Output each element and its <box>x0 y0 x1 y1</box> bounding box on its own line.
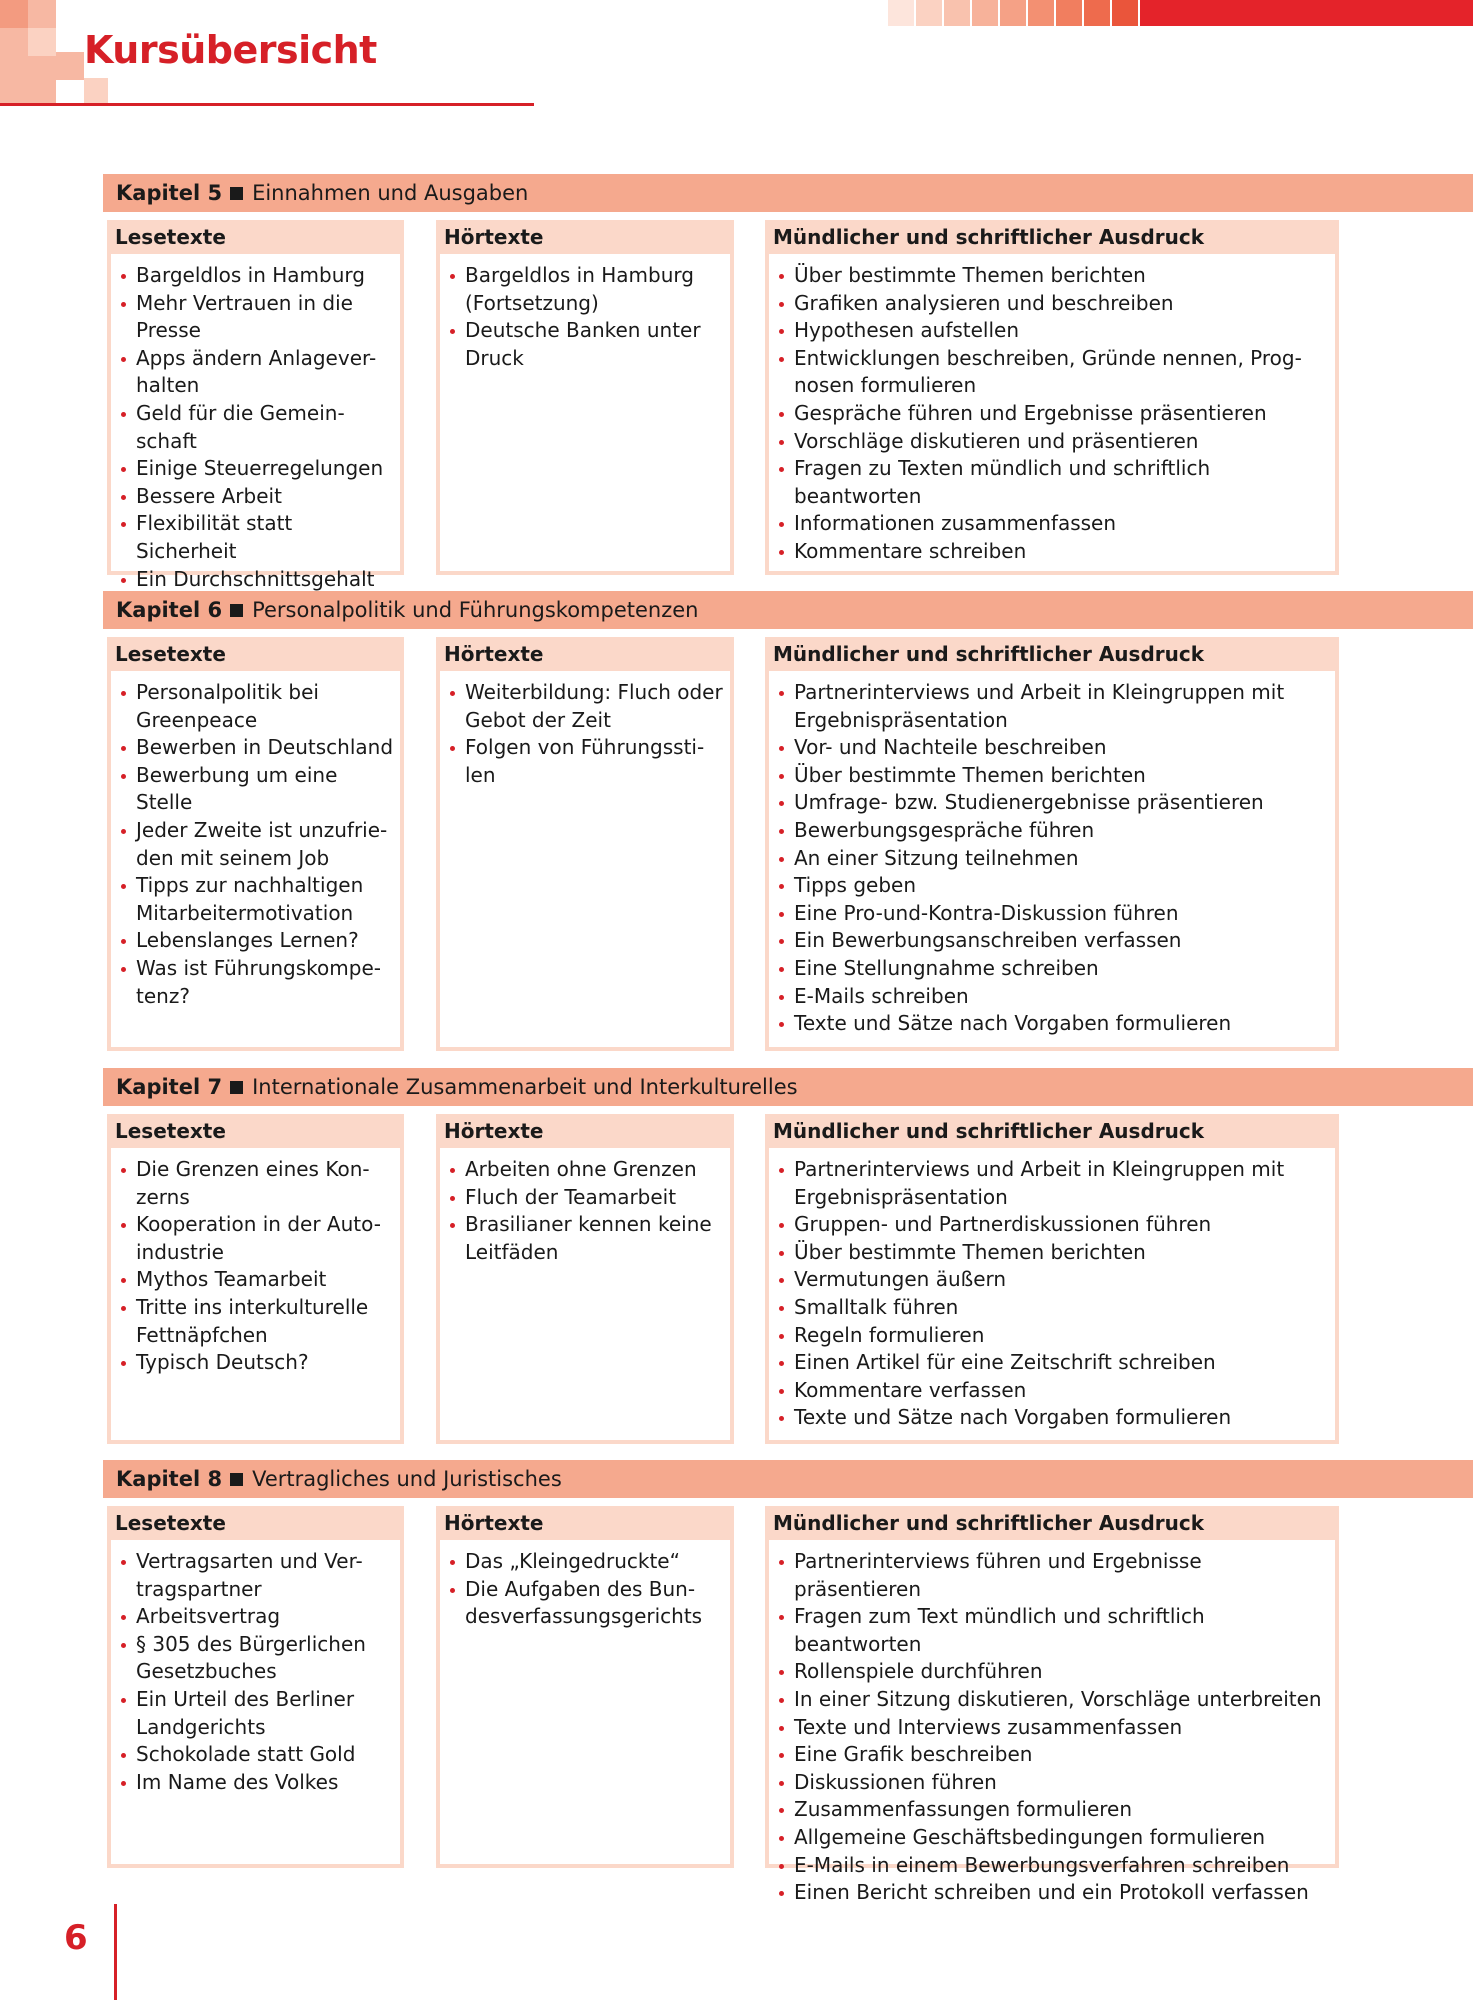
page-number-divider <box>114 1904 117 2000</box>
list-item: Geld für die Gemein-schaft <box>127 400 396 455</box>
list-item: Über bestimmte Themen berichten <box>785 262 1331 290</box>
list-item: Ein Urteil des Berliner Landgerichts <box>127 1686 396 1741</box>
list-item: Fluch der Teamarbeit <box>456 1184 726 1212</box>
list-item: Smalltalk führen <box>785 1294 1331 1322</box>
chapter-header <box>103 174 1473 212</box>
list-item: Jeder Zweite ist unzufrie-den mit seinem Job <box>127 817 396 872</box>
column-header: Hörtexte <box>436 1506 734 1540</box>
list-item: Flexibilität statt Sicherheit <box>127 510 396 565</box>
column-header: Lesetexte <box>107 637 404 671</box>
ausdruck-column <box>765 1114 1339 1444</box>
chapter-number: Kapitel 7 <box>116 1075 223 1099</box>
list-item: Fragen zum Text mündlich und schriftlich beantworten <box>785 1603 1331 1658</box>
list-item: Einige Steuerregelungen <box>127 455 396 483</box>
list-item: Zusammenfassungen formulieren <box>785 1796 1331 1824</box>
list-item: E-Mails schreiben <box>785 983 1331 1011</box>
column-header: Hörtexte <box>436 1114 734 1148</box>
list-item: Kommentare schreiben <box>785 538 1331 566</box>
column-header: Hörtexte <box>436 220 734 254</box>
list-item: Kommentare verfassen <box>785 1377 1331 1405</box>
list-item: Informationen zusammenfassen <box>785 510 1331 538</box>
list-item: Das „Kleingedruckte“ <box>456 1548 726 1576</box>
list-item: § 305 des Bürgerlichen Gesetzbuches <box>127 1631 396 1686</box>
list-item: Regeln formulieren <box>785 1322 1331 1350</box>
list-item: Ein Bewerbungsanschreiben verfassen <box>785 927 1331 955</box>
lesetexte-column <box>107 1506 404 1868</box>
list-item: Hypothesen aufstellen <box>785 317 1331 345</box>
list-item: Diskussionen führen <box>785 1769 1331 1797</box>
lesetexte-list <box>111 1148 400 1377</box>
list-item: Gespräche führen und Ergebnisse präsentieren <box>785 400 1331 428</box>
hoertexte-list <box>440 671 730 789</box>
list-item: Die Aufgaben des Bun-desverfassungsgerichts <box>456 1576 726 1631</box>
list-item: Apps ändern Anlagever-halten <box>127 345 396 400</box>
chapter-8 <box>103 1460 1473 1905</box>
list-item: Weiterbildung: Fluch oder Gebot der Zeit <box>456 679 726 734</box>
list-item: Die Grenzen eines Kon-zerns <box>127 1156 396 1211</box>
lesetexte-column <box>107 220 404 591</box>
list-item: Folgen von Führungssti-len <box>456 734 726 789</box>
list-item: Vermutungen äußern <box>785 1266 1331 1294</box>
ausdruck-list <box>769 1148 1335 1432</box>
list-item: Texte und Sätze nach Vorgaben formulieren <box>785 1404 1331 1432</box>
lesetexte-list <box>111 1540 400 1796</box>
list-item: Texte und Sätze nach Vorgaben formulieren <box>785 1010 1331 1038</box>
list-item: Vertragsarten und Ver-tragspartner <box>127 1548 396 1603</box>
chapter-header <box>103 1460 1473 1498</box>
list-item: Personalpolitik bei Greenpeace <box>127 679 396 734</box>
ausdruck-column <box>765 220 1339 575</box>
hoertexte-list <box>440 1148 730 1266</box>
list-item: Deutsche Banken unter Druck <box>456 317 726 372</box>
list-item: Brasilianer kennen keine Leitfäden <box>456 1211 726 1266</box>
list-item: Arbeiten ohne Grenzen <box>456 1156 726 1184</box>
list-item: Gruppen- und Partnerdiskussionen führen <box>785 1211 1331 1239</box>
list-item: Lebenslanges Lernen? <box>127 927 396 955</box>
chapter-title: Personalpolitik und Führungskompetenzen <box>252 598 699 622</box>
page-title: Kursübersicht <box>84 28 377 72</box>
square-bullet-icon <box>230 1473 243 1486</box>
list-item: Tipps zur nachhaltigen Mitarbeitermotivation <box>127 872 396 927</box>
hoertexte-column <box>436 1506 734 1868</box>
ausdruck-list <box>769 1540 1335 1907</box>
chapter-title: Vertragliches und Juristisches <box>252 1467 562 1491</box>
list-item: Bargeldlos in Hamburg <box>127 262 396 290</box>
column-header: Lesetexte <box>107 220 404 254</box>
list-item: Ein Durchschnittsgehalt <box>127 566 396 594</box>
chapter-5 <box>103 174 1473 591</box>
list-item: Vor- und Nachteile beschreiben <box>785 734 1331 762</box>
chapter-number: Kapitel 6 <box>116 598 223 622</box>
list-item: Vorschläge diskutieren und präsentieren <box>785 428 1331 456</box>
page-number: 6 <box>64 1918 88 1958</box>
hoertexte-list <box>440 254 730 372</box>
lesetexte-list <box>111 671 400 1010</box>
lesetexte-column <box>107 637 404 1051</box>
list-item: Was ist Führungskompe-tenz? <box>127 955 396 1010</box>
square-bullet-icon <box>230 604 243 617</box>
chapter-number: Kapitel 8 <box>116 1467 223 1491</box>
list-item: Rollenspiele durchführen <box>785 1658 1331 1686</box>
list-item: Über bestimmte Themen berichten <box>785 1239 1331 1267</box>
column-header: Mündlicher und schriftlicher Ausdruck <box>765 1114 1339 1148</box>
list-item: Arbeitsvertrag <box>127 1603 396 1631</box>
column-header: Hörtexte <box>436 637 734 671</box>
list-item: Texte und Interviews zusammenfassen <box>785 1714 1331 1742</box>
list-item: Eine Grafik beschreiben <box>785 1741 1331 1769</box>
list-item: Partnerinterviews führen und Ergebnisse präsentieren <box>785 1548 1331 1603</box>
lesetexte-column <box>107 1114 404 1444</box>
column-header: Mündlicher und schriftlicher Ausdruck <box>765 637 1339 671</box>
hoertexte-column <box>436 220 734 575</box>
list-item: Einen Bericht schreiben und ein Protokoll verfassen <box>785 1879 1331 1907</box>
square-bullet-icon <box>230 187 243 200</box>
chapter-number: Kapitel 5 <box>116 181 223 205</box>
list-item: Bewerben in Deutschland <box>127 734 396 762</box>
column-header: Lesetexte <box>107 1506 404 1540</box>
list-item: Bewerbungsgespräche führen <box>785 817 1331 845</box>
hoertexte-column <box>436 637 734 1051</box>
list-item: E-Mails in einem Bewerbungsverfahren schreiben <box>785 1852 1331 1880</box>
list-item: Mehr Vertrauen in die Presse <box>127 290 396 345</box>
list-item: Schokolade statt Gold <box>127 1741 396 1769</box>
list-item: Im Name des Volkes <box>127 1769 396 1797</box>
column-header: Mündlicher und schriftlicher Ausdruck <box>765 1506 1339 1540</box>
chapter-7 <box>103 1068 1473 1430</box>
hoertexte-list <box>440 1540 730 1631</box>
ausdruck-column <box>765 1506 1339 1905</box>
list-item: Mythos Teamarbeit <box>127 1266 396 1294</box>
list-item: Umfrage- bzw. Studienergebnisse präsentieren <box>785 789 1331 817</box>
list-item: Fragen zu Texten mündlich und schriftlich beantworten <box>785 455 1331 510</box>
list-item: An einer Sitzung teilnehmen <box>785 845 1331 873</box>
square-bullet-icon <box>230 1081 243 1094</box>
list-item: In einer Sitzung diskutieren, Vorschläge unterbreiten <box>785 1686 1331 1714</box>
list-item: Tritte ins interkulturelle Fettnäpfchen <box>127 1294 396 1349</box>
hoertexte-column <box>436 1114 734 1444</box>
chapter-title: Internationale Zusammenarbeit und Interkulturelles <box>252 1075 798 1099</box>
list-item: Entwicklungen beschreiben, Gründe nennen, Prog-nosen formulieren <box>785 345 1331 400</box>
column-header: Mündlicher und schriftlicher Ausdruck <box>765 220 1339 254</box>
list-item: Bewerbung um eine Stelle <box>127 762 396 817</box>
list-item: Bargeldlos in Hamburg (Fortsetzung) <box>456 262 726 317</box>
ausdruck-list <box>769 254 1335 566</box>
list-item: Allgemeine Geschäftsbedingungen formulieren <box>785 1824 1331 1852</box>
chapter-6 <box>103 591 1473 1036</box>
list-item: Einen Artikel für eine Zeitschrift schreiben <box>785 1349 1331 1377</box>
chapter-header <box>103 1068 1473 1106</box>
list-item: Eine Pro-und-Kontra-Diskussion führen <box>785 900 1331 928</box>
column-header: Lesetexte <box>107 1114 404 1148</box>
list-item: Über bestimmte Themen berichten <box>785 762 1331 790</box>
list-item: Typisch Deutsch? <box>127 1349 396 1377</box>
list-item: Bessere Arbeit <box>127 483 396 511</box>
chapter-title: Einnahmen und Ausgaben <box>252 181 529 205</box>
chapter-header <box>103 591 1473 629</box>
list-item: Tipps geben <box>785 872 1331 900</box>
list-item: Partnerinterviews und Arbeit in Kleingruppen mit Ergebnispräsentation <box>785 1156 1331 1211</box>
list-item: Eine Stellungnahme schreiben <box>785 955 1331 983</box>
title-divider <box>0 103 534 106</box>
ausdruck-list <box>769 671 1335 1038</box>
list-item: Kooperation in der Auto-industrie <box>127 1211 396 1266</box>
list-item: Partnerinterviews und Arbeit in Kleingruppen mit Ergebnispräsentation <box>785 679 1331 734</box>
ausdruck-column <box>765 637 1339 1051</box>
lesetexte-list <box>111 254 400 593</box>
list-item: Grafiken analysieren und beschreiben <box>785 290 1331 318</box>
